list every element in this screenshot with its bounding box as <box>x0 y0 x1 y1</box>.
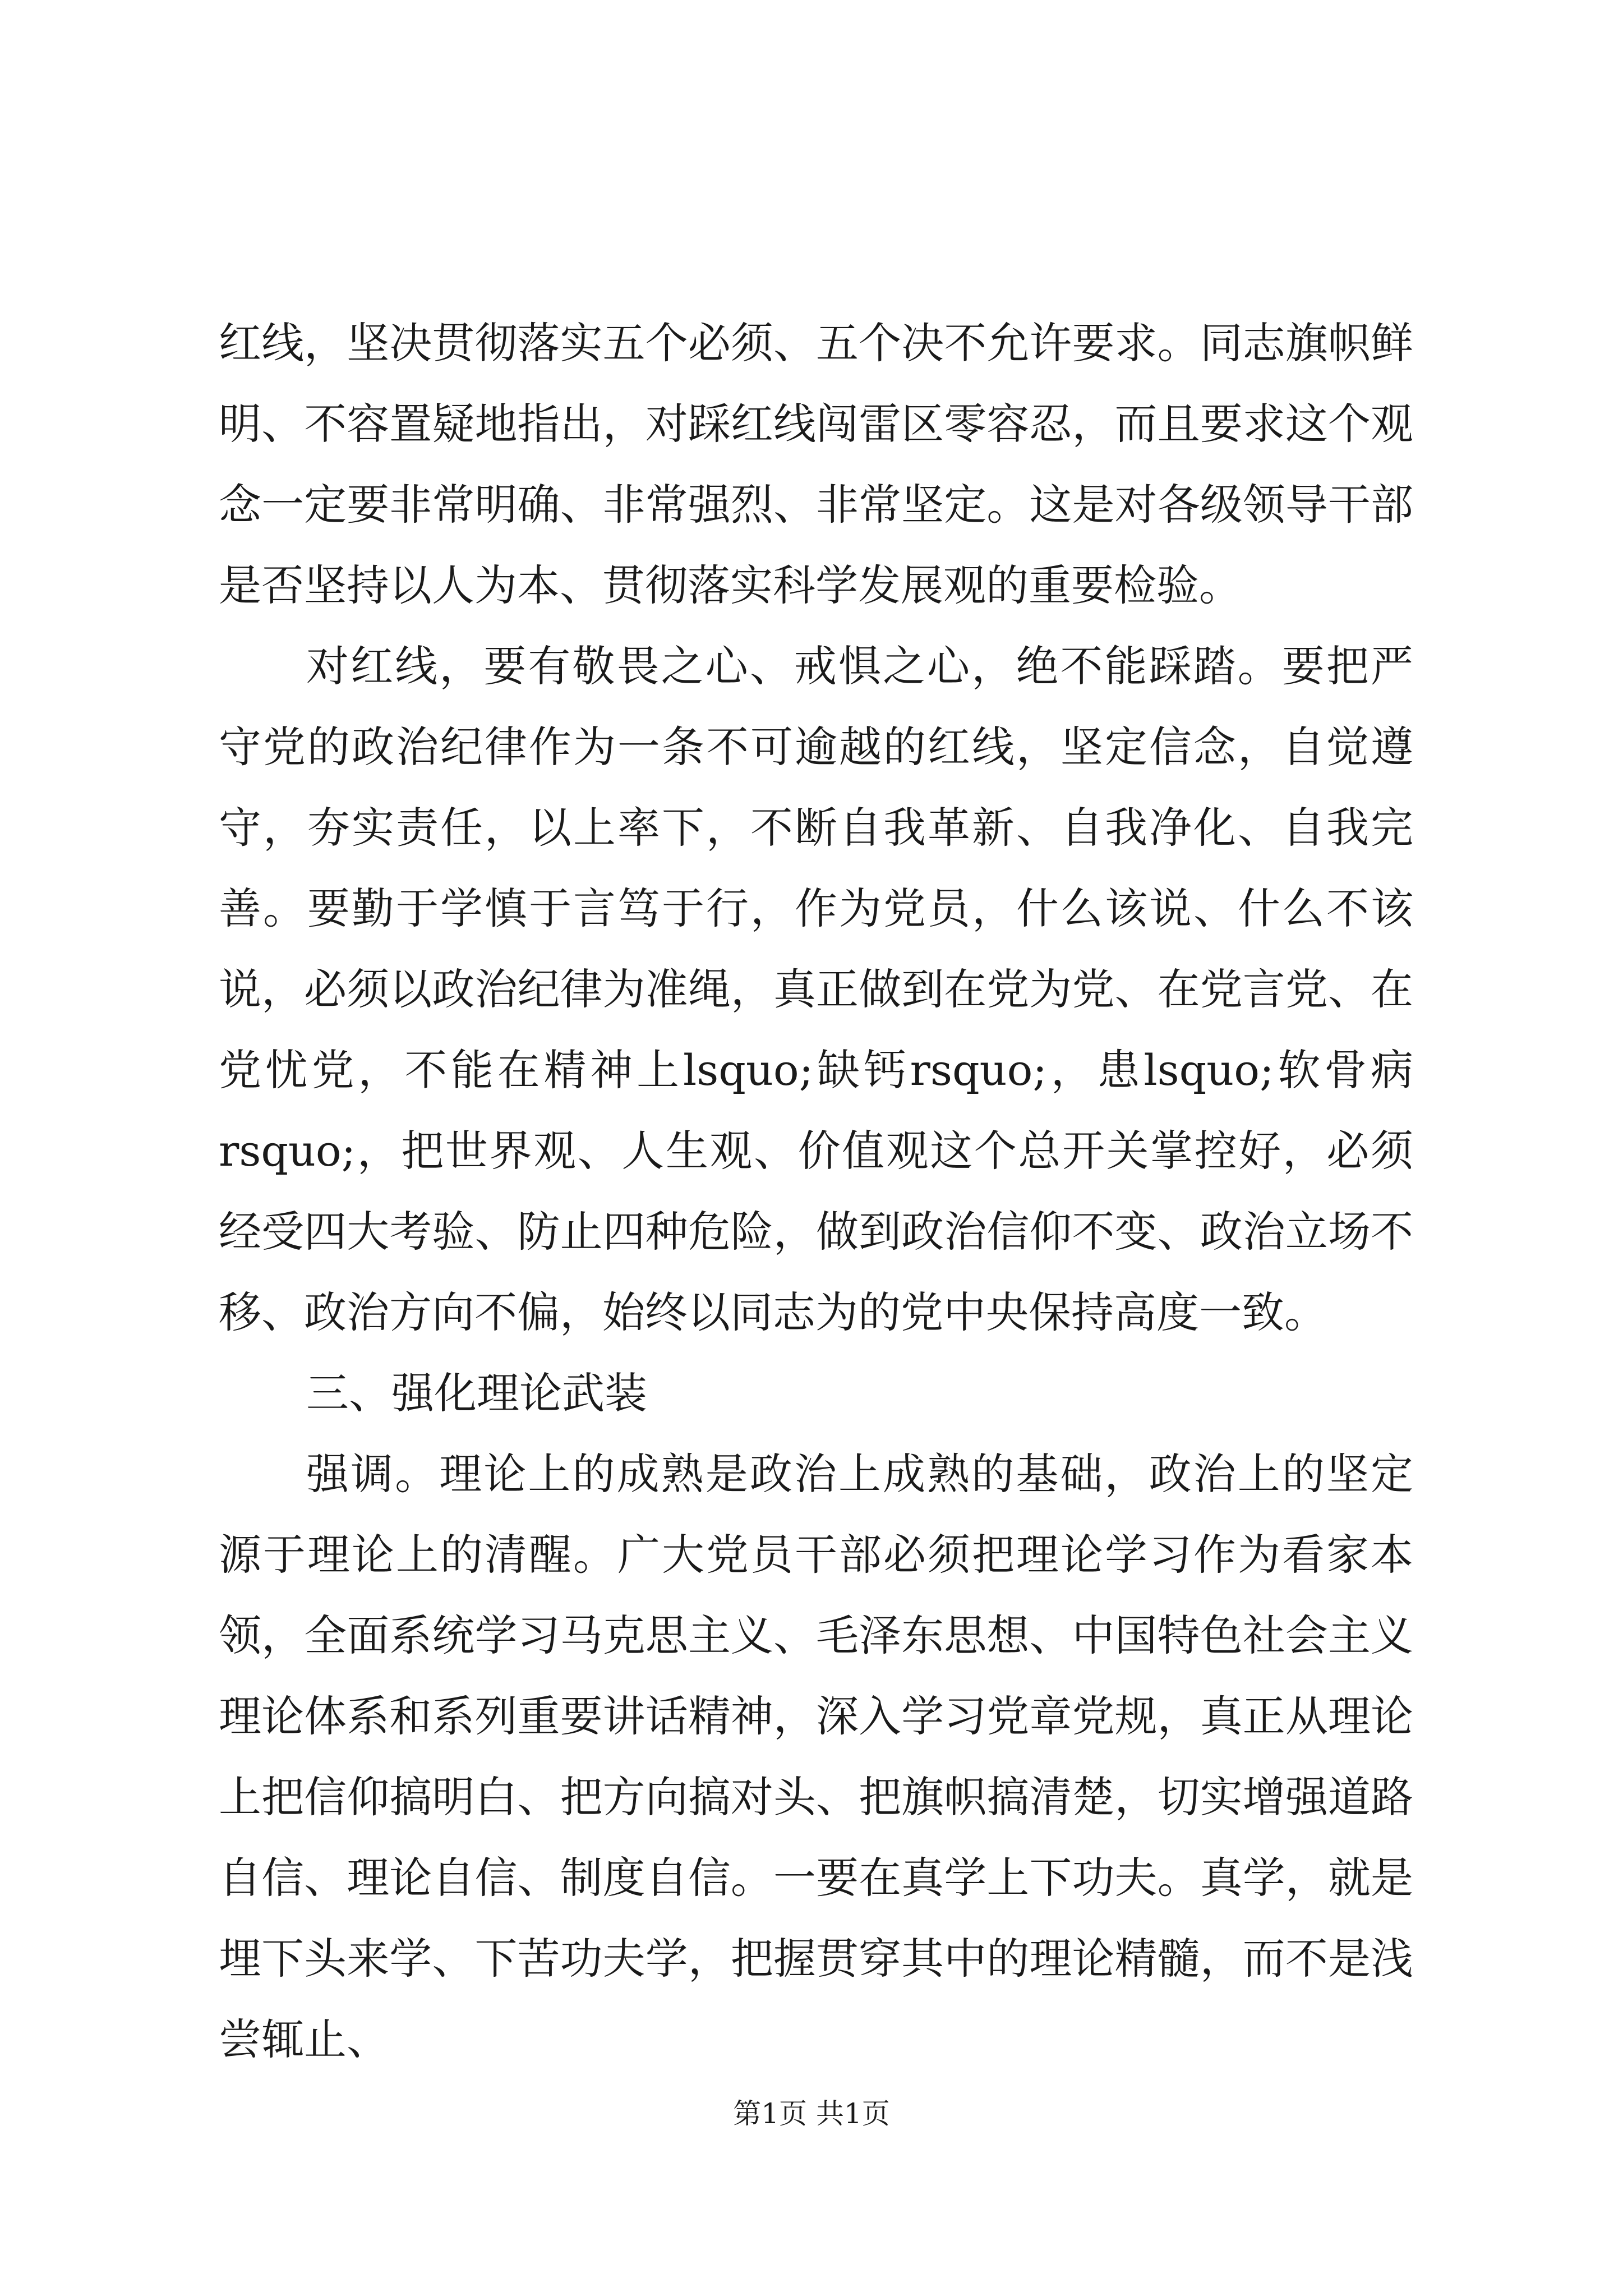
page-number: 第1页 共1页 <box>733 2097 890 2130</box>
section-heading: 三、强化理论武装 <box>306 1368 647 1418</box>
document-body <box>219 303 1413 2080</box>
paragraph-2: 对红线，要有敬畏之心、戒惧之心，绝不能踩踏。要把严守党的政治纪律作为一条不可逾越的红线，坚定信念，自觉遵守，夯实责任，以上率下，不断自我革新、自我净化、自我完善。要勤于学慎于言笃于行，作为党员，什么该说、什么不该说，必须以政治纪律为准绳，真正做到在党为党、在党言党、在党忧党，不能在精神上lsquo;缺钙rsquo;，患lsquo;软骨病rsquo;，把世界观、人生观、价值观这个总开关掌控好，必须经受四大考验、防止四种危险，做到政治信仰不变、政治立场不移、政治方向不偏，始终以同志为的党中央保持高度一致。 <box>219 641 1413 1337</box>
page-footer <box>0 2097 1623 2131</box>
paragraph-3: 强调。理论上的成熟是政治上成熟的基础，政治上的坚定源于理论上的清醒。广大党员干部必须把理论学习作为看家本领，全面系统学习马克思主义、毛泽东思想、中国特色社会主义理论体系和系列重要讲话精神，深入学习党章党规，真正从理论上把信仰搞明白、把方向搞对头、把旗帜搞清楚，切实增强道路自信、理论自信、制度自信。一要在真学上下功夫。真学，就是埋下头来学、下苦功夫学，把握贯穿其中的理论精髓，而不是浅尝辄止、 <box>219 1449 1413 2064</box>
paragraph-1: 红线，坚决贯彻落实五个必须、五个决不允许要求。同志旗帜鲜明、不容置疑地指出，对踩红线闯雷区零容忍，而且要求这个观念一定要非常明确、非常强烈、非常坚定。这是对各级领导干部是否坚持以人为本、贯彻落实科学发展观的重要检验。 <box>219 318 1413 610</box>
